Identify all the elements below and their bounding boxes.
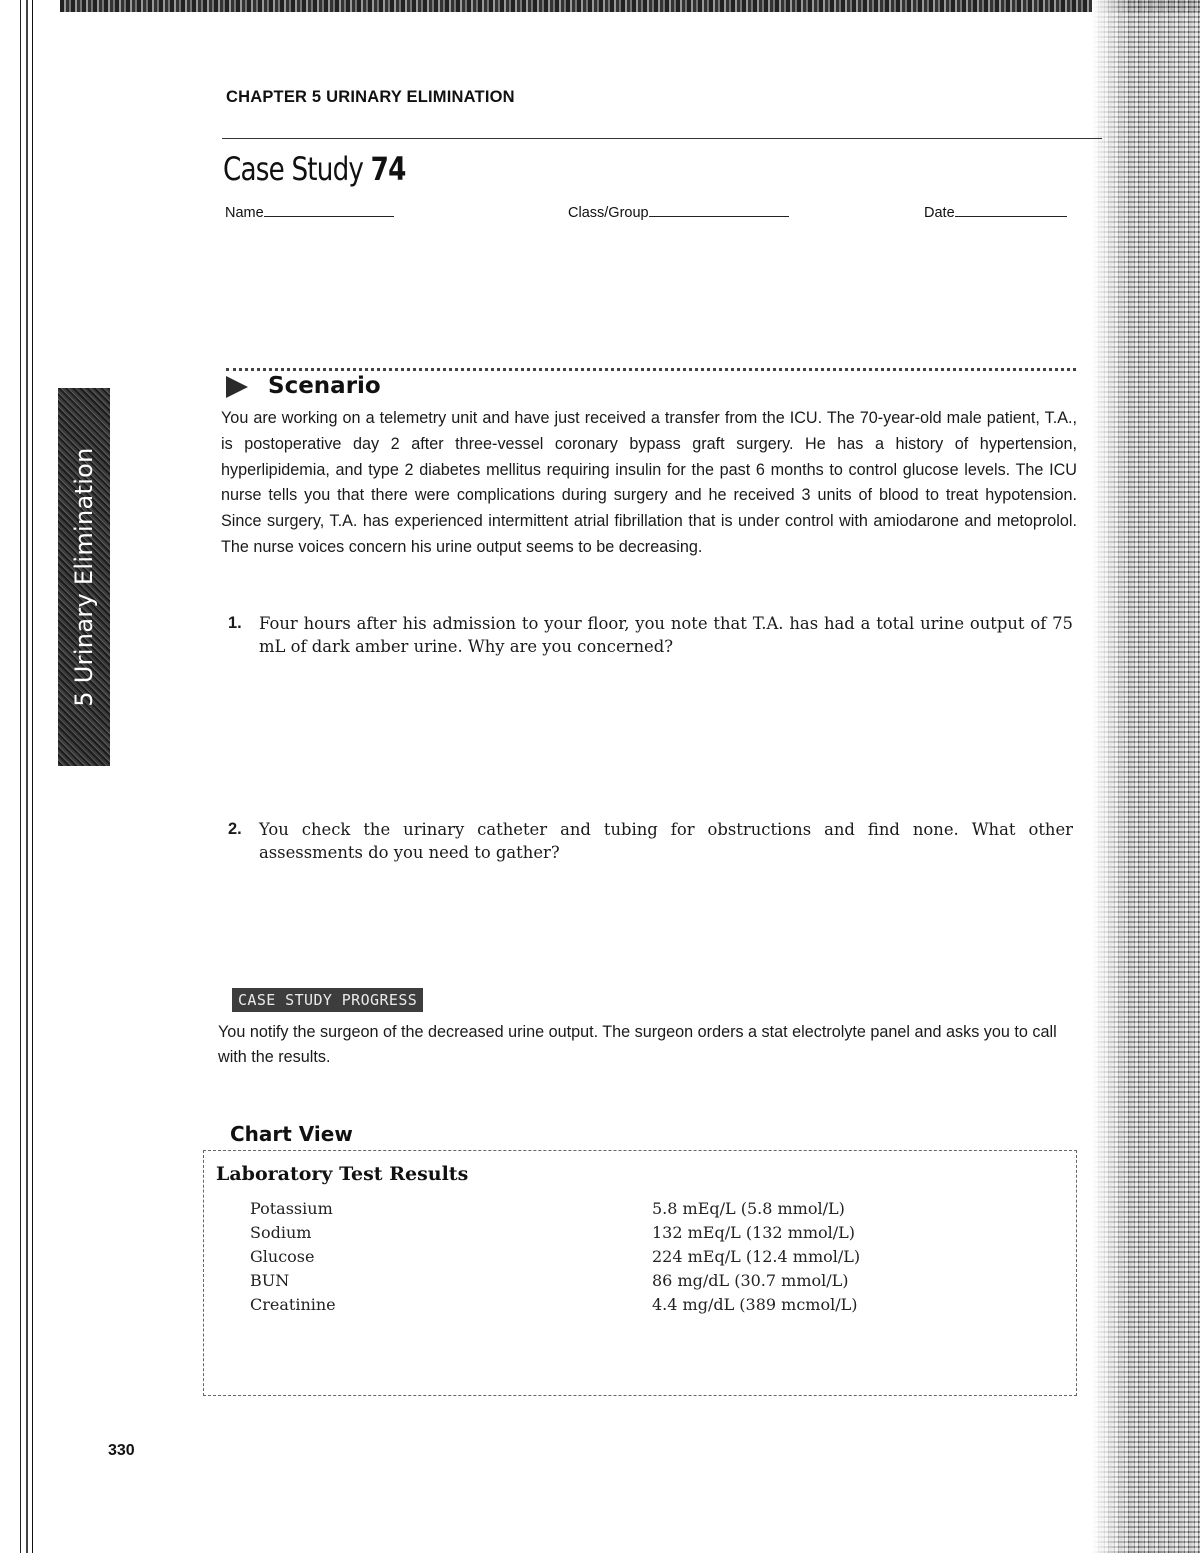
- page-number: 330: [108, 1442, 135, 1459]
- class-group-field[interactable]: [568, 203, 789, 221]
- lab-test-name: Sodium: [250, 1223, 312, 1242]
- name-label: Name: [225, 205, 264, 221]
- class-group-label: Class/Group: [568, 205, 649, 221]
- case-study-title-prefix: Case Study: [223, 150, 371, 188]
- class-group-line: [649, 203, 789, 217]
- lab-test-value: 5.8 mEq/L (5.8 mmol/L): [652, 1199, 845, 1218]
- lab-row-bun: [0, 1271, 1200, 1295]
- lab-test-value: 86 mg/dL (30.7 mmol/L): [652, 1271, 849, 1290]
- lab-test-value: 224 mEq/L (12.4 mmol/L): [652, 1247, 861, 1266]
- lab-row-creatinine: [0, 1295, 1200, 1319]
- lab-row-potassium: [0, 1199, 1200, 1223]
- lab-test-name: BUN: [250, 1271, 290, 1290]
- side-tab-label: 5 Urinary Elimination: [70, 447, 98, 707]
- lab-test-value: 132 mEq/L (132 mmol/L): [652, 1223, 856, 1242]
- lab-test-name: Potassium: [250, 1199, 333, 1218]
- date-field[interactable]: [924, 203, 1067, 221]
- question-text: You check the urinary catheter and tubing for obstructions and find none. What other assessments do you need to gather?: [259, 820, 1073, 862]
- lab-results-title: Laboratory Test Results: [216, 1163, 469, 1185]
- name-field[interactable]: [225, 203, 394, 221]
- case-study-title: [223, 150, 406, 188]
- progress-text: You notify the surgeon of the decreased urine output. The surgeon orders a stat electrolyte panel and asks you to call with the results.: [218, 1023, 1057, 1066]
- scan-left-edge: [0, 0, 60, 1553]
- lab-row-glucose: [0, 1247, 1200, 1271]
- scenario-heading: Scenario: [268, 373, 381, 399]
- chart-view-label: Chart View: [230, 1122, 353, 1146]
- question-1: [228, 612, 1073, 658]
- question-text: Four hours after his admission to your floor, you note that T.A. has had a total urine output of 75 mL of dark amber urine. Why are you concerned?: [259, 614, 1073, 656]
- question-number: 2.: [228, 820, 242, 838]
- lab-row-sodium: [0, 1223, 1200, 1247]
- lab-test-name: Creatinine: [250, 1295, 336, 1314]
- header-divider: [222, 138, 1102, 139]
- name-line: [264, 203, 394, 217]
- scan-right-edge-fade: [1092, 0, 1132, 1553]
- lab-test-name: Glucose: [250, 1247, 315, 1266]
- case-study-number: 74: [370, 150, 406, 188]
- date-label: Date: [924, 205, 955, 221]
- play-arrow-icon: [226, 376, 248, 398]
- date-line: [955, 203, 1067, 217]
- scenario-text: You are working on a telemetry unit and have just received a transfer from the ICU. The 70-year-old male patient, T.A., is postoperative day 2 after three-vessel coronary bypass graft surgery. He has a history of hypertension, hyperlipidemia, and type 2 diabetes mellitus requiring insulin for the past 6 months to control glucose levels. The ICU nurse tells you that there were complications during surgery and he received 3 units of blood to treat hypotension. Since surgery, T.A. has experienced intermittent atrial fibrillation that is under control with amiodarone and metoprolol. The nurse voices concern his urine output seems to be decreasing.: [221, 409, 1077, 556]
- lab-test-value: 4.4 mg/dL (389 mcmol/L): [652, 1295, 858, 1314]
- question-2: [228, 818, 1073, 864]
- scan-top-border: [0, 0, 1200, 12]
- chapter-header: CHAPTER 5 URINARY ELIMINATION: [226, 88, 515, 106]
- case-study-progress-banner: CASE STUDY PROGRESS: [232, 988, 423, 1012]
- scenario-divider: [226, 368, 1076, 371]
- chapter-side-tab: [58, 388, 110, 766]
- question-number: 1.: [228, 614, 242, 632]
